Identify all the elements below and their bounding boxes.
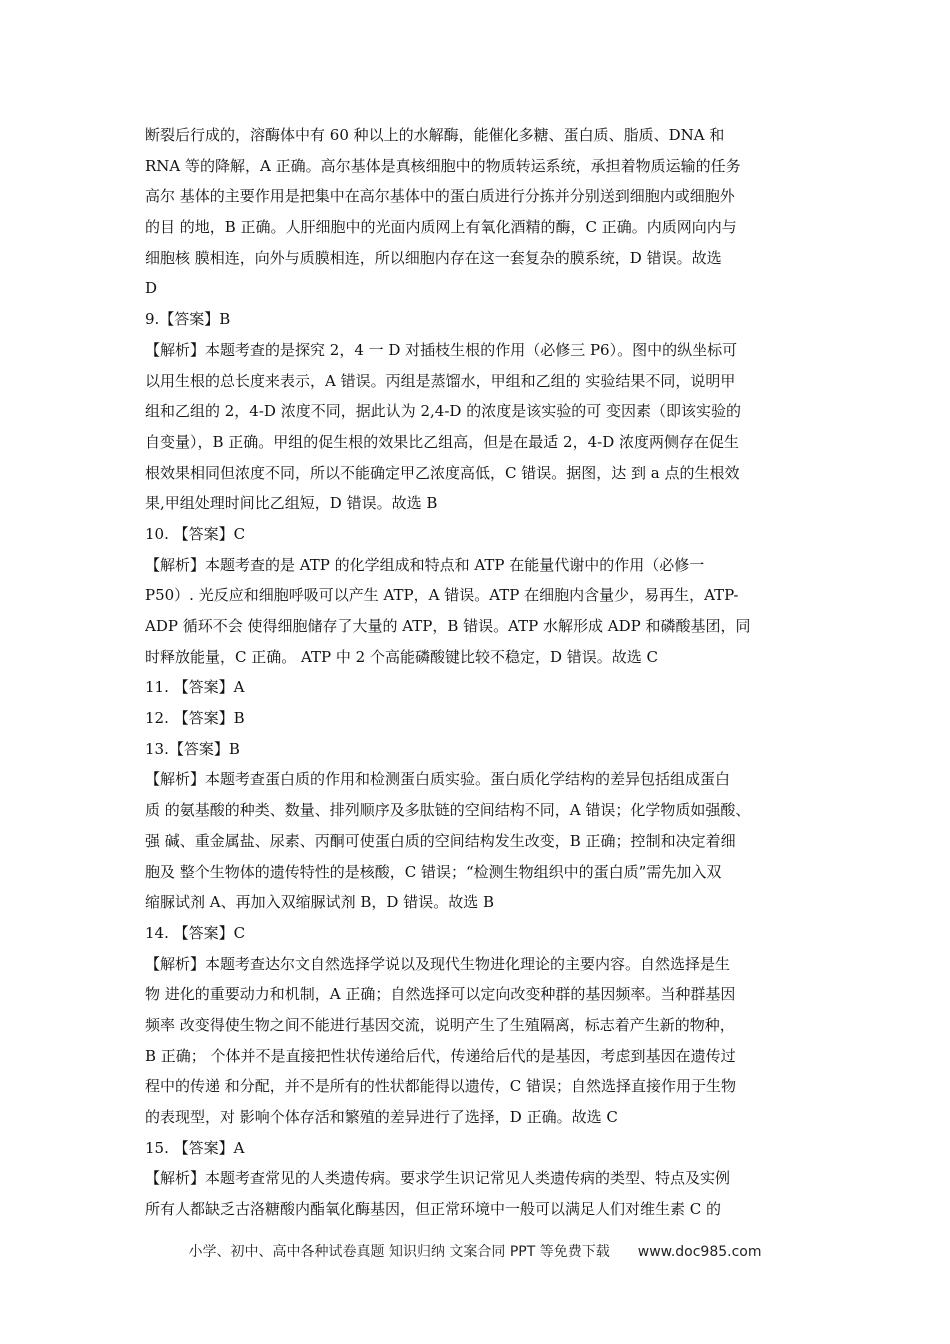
text-line: 断裂后行成的，溶酶体中有 60 种以上的水解酶，能催化多糖、蛋白质、脂质、DNA 和 (145, 126, 725, 144)
text-line: 物 进化的重要动力和机制，A 正确；自然选择可以定向改变种群的基因频率。当种群基因 (145, 985, 736, 1004)
answer-heading: 14. 【答案】C (145, 923, 246, 942)
footer-url[interactable]: www.doc985.com (637, 1244, 762, 1260)
answer-heading: 13.【答案】B (145, 739, 240, 758)
answer-heading: 15. 【答案】A (145, 1138, 245, 1157)
text-line: 质 的氨基酸的种类、数量、排列顺序及多肽链的空间结构不同，A 错误；化学物质如强酸、 (145, 801, 751, 820)
text-line: 所有人都缺乏古洛糖酸内酯氧化酶基因，但正常环境中一般可以满足人们对维生素 C 的 (145, 1200, 722, 1219)
answer-heading: 12. 【答案】B (145, 709, 245, 728)
text-line: 程中的传递 和分配，并不是所有的性状都能得以遗传，C 错误；自然选择直接作用于生物 (145, 1077, 737, 1096)
text-line: 频率 改变得使生物之间不能进行基因交流，说明产生了生殖隔离，标志着产生新的物种， (145, 1015, 735, 1034)
text-line: 强 碱、重金属盐、尿素、丙酮可使蛋白质的空间结构发生改变，B 正确；控制和决定着细 (145, 831, 736, 850)
text-line: 【解析】本题考查的是探究 2，4 一 D 对插枝生根的作用（必修三 P6）。图中的纵坐标可 (145, 340, 738, 359)
text-line: 【解析】本题考查的是 ATP 的化学组成和特点和 ATP 在能量代谢中的作用（必修一 (145, 555, 705, 574)
text-line: 【解析】本题考查常见的人类遗传病。要求学生识记常见人类遗传病的类型、特点及实例 (145, 1169, 731, 1188)
text-line: 胞及 整个生物体的遗传特性的是核酸，C 错误；“检测生物组织中的蛋白质”需先加入双 (145, 862, 722, 881)
text-line: 自变量），B 正确。甲组的促生根的效果比乙组高，但是在最适 2，4-D 浓度两侧存在促生 (145, 432, 740, 451)
text-line: 细胞核 膜相连，向外与质膜相连，所以细胞内存在这一套复杂的膜系统，D 错误。故选 (145, 248, 722, 267)
text-line: 根效果相同但浓度不同，所以不能确定甲乙浓度高低，C 错误。据图，达 到 a 点的生根效 (145, 463, 740, 482)
text-line: 【解析】本题考查蛋白质的作用和检测蛋白质实验。蛋白质化学结构的差异包括组成蛋白 (145, 770, 731, 789)
answer-heading: 9.【答案】B (145, 310, 231, 329)
text-line: 高尔 基体的主要作用是把集中在高尔基体中的蛋白质进行分拣并分别送到细胞内或细胞外 (145, 187, 735, 206)
answer-heading: 10. 【答案】C (145, 524, 246, 543)
text-line: B 正确； 个体并不是直接把性状传递给后代，传递给后代的是基因，考虑到基因在遗传过 (145, 1046, 736, 1065)
text-line: D (145, 279, 158, 298)
text-line: 时释放能量，C 正确。 ATP 中 2 个高能磷酸键比较不稳定，D 错误。故选 C (145, 647, 659, 666)
text-line: 的目 的地，B 正确。人肝细胞中的光面内质网上有氧化酒精的酶，C 正确。内质网向内与 (145, 218, 737, 237)
text-line: 果,甲组处理时间比乙组短，D 错误。故选 B (145, 494, 438, 513)
text-line: 以用生根的总长度来表示，A 错误。丙组是蒸馏水，甲组和乙组的 实验结果不同，说明甲 (145, 371, 736, 390)
text-line: RNA 等的降解，A 正确。高尔基体是真核细胞中的物质转运系统，承担着物质运输的任务 (145, 156, 741, 175)
document-body (145, 120, 810, 1225)
footer-text: 小学、初中、高中各种试卷真题 知识归纳 文案合同 PPT 等免费下载 (188, 1244, 610, 1260)
page-footer (0, 1241, 950, 1261)
text-line: P50）. 光反应和细胞呼吸可以产生 ATP，A 错误。ATP 在细胞内含量少，易再生，ATP- (145, 586, 739, 605)
text-line: 缩脲试剂 A、再加入双缩脲试剂 B，D 错误。故选 B (145, 893, 494, 912)
answer-heading: 11. 【答案】A (145, 678, 245, 697)
text-line: 组和乙组的 2，4-D 浓度不同，据此认为 2,4-D 的浓度是该实验的可 变因素（即该实验的 (145, 402, 741, 421)
text-line: ADP 循环不会 使得细胞储存了大量的 ATP，B 错误。ATP 水解形成 ADP 和磷酸基团，同 (145, 617, 751, 635)
text-line: 【解析】本题考查达尔文自然选择学说以及现代生物进化理论的主要内容。自然选择是生 (145, 954, 731, 973)
text-line: 的表现型，对 影响个体存活和繁殖的差异进行了选择，D 正确。故选 C (145, 1108, 618, 1126)
